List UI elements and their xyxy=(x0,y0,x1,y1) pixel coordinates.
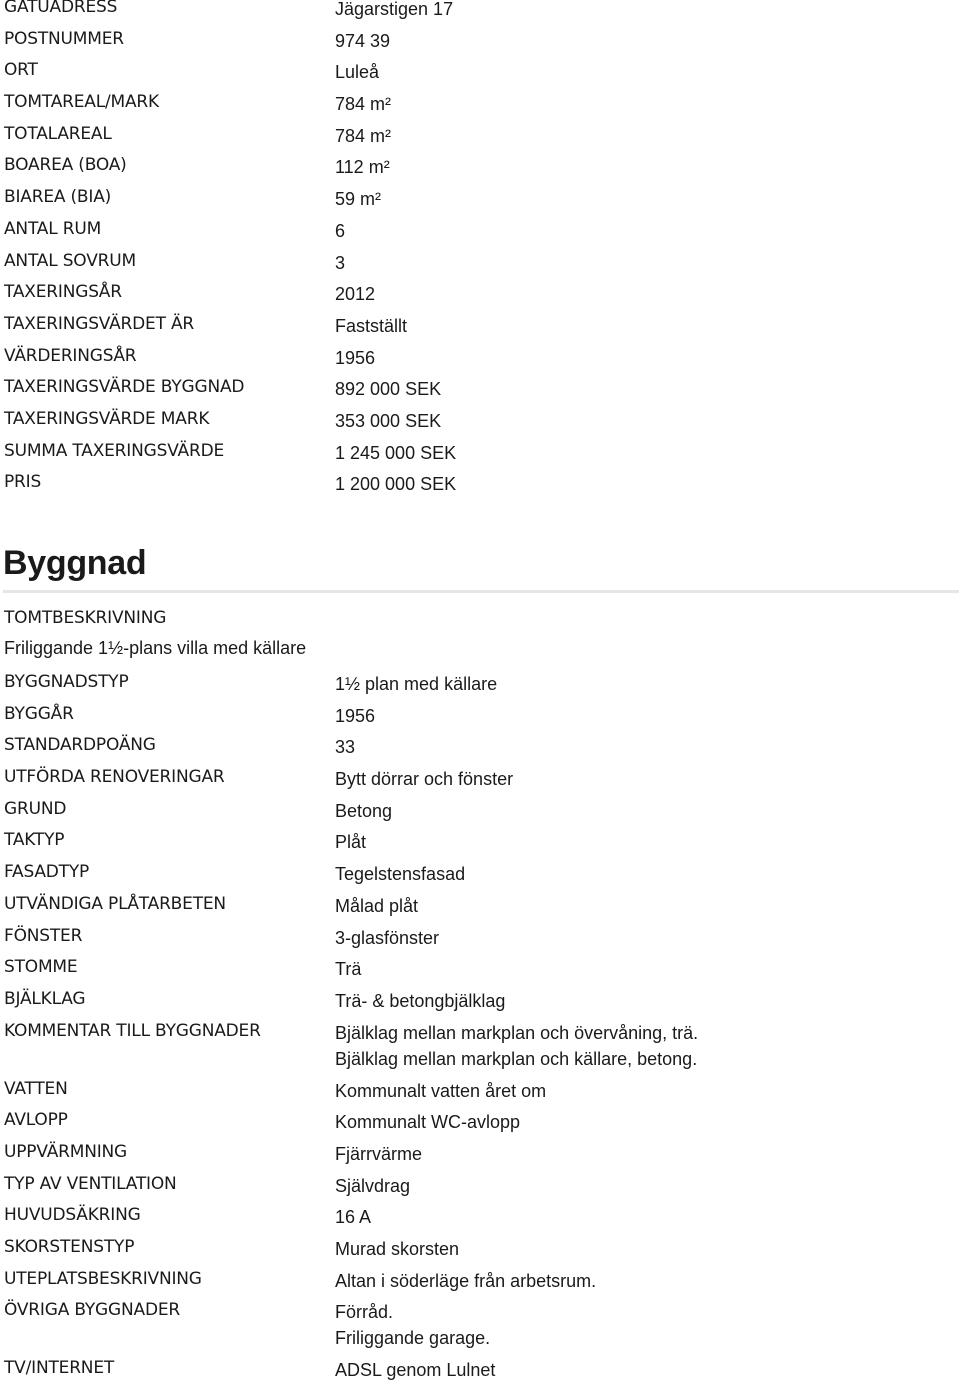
detail-label: UTFÖRDA RENOVERINGAR xyxy=(4,767,225,788)
detail-label: STOMME xyxy=(4,957,78,978)
detail-value xyxy=(335,1300,490,1352)
detail-value: Bytt dörrar och fönster xyxy=(335,769,514,790)
detail-row-living-area xyxy=(4,153,960,185)
detail-row-other-buildings xyxy=(4,1298,960,1356)
detail-value: 16 A xyxy=(335,1207,372,1228)
detail-label: TAXERINGSVÄRDET ÄR xyxy=(4,313,195,334)
detail-row-building-value xyxy=(4,375,960,407)
detail-value: 2012 xyxy=(335,284,376,305)
detail-row-chimney-type xyxy=(4,1235,960,1267)
detail-value: Plåt xyxy=(335,832,367,853)
detail-row-building-type xyxy=(4,670,960,702)
detail-label: TOMTAREAL/MARK xyxy=(4,92,159,113)
detail-value: 33 xyxy=(335,737,356,758)
detail-label: UTVÄNDIGA PLÅTARBETEN xyxy=(4,893,226,914)
property-details-table xyxy=(4,0,960,502)
detail-label: BOAREA (BOA) xyxy=(4,155,127,176)
detail-value: 6 xyxy=(335,220,346,241)
detail-label: FASADTYP xyxy=(4,862,90,883)
detail-value: 3-glasfönster xyxy=(335,927,440,948)
detail-value: 112 m² xyxy=(335,157,390,178)
detail-label: GRUND xyxy=(4,798,67,819)
detail-value: Fjärrvärme xyxy=(335,1143,423,1164)
detail-row-heating xyxy=(4,1140,960,1172)
plot-description-text: Friliggande 1½-plans villa med källare xyxy=(4,638,307,658)
detail-value: 1 200 000 SEK xyxy=(335,474,457,495)
detail-value: Målad plåt xyxy=(335,895,419,916)
detail-value: 1½ plan med källare xyxy=(335,674,498,694)
detail-label: ANTAL SOVRUM xyxy=(4,250,136,271)
detail-row-tv-internet xyxy=(4,1356,960,1388)
detail-label: TV/INTERNET xyxy=(4,1358,115,1379)
detail-label: KOMMENTAR TILL BYGGNADER xyxy=(4,1020,261,1041)
detail-row-room-count xyxy=(4,217,960,249)
detail-label: PRIS xyxy=(4,472,42,493)
detail-row-building-comment xyxy=(4,1019,960,1077)
detail-value: ADSL genom Lulnet xyxy=(335,1360,496,1381)
detail-row-standard-points xyxy=(4,733,960,765)
detail-label: UPPVÄRMNING xyxy=(4,1141,128,1162)
detail-value: 892 000 SEK xyxy=(335,379,442,400)
detail-label: ORT xyxy=(4,60,38,81)
detail-label: HUVUDSÄKRING xyxy=(4,1205,141,1226)
detail-label: ÖVRIGA BYGGNADER xyxy=(4,1300,180,1321)
detail-row-sewage xyxy=(4,1108,960,1140)
detail-value: 3 xyxy=(335,252,346,273)
detail-row-land-value xyxy=(4,407,960,439)
detail-value-line: Förråd. xyxy=(335,1302,394,1323)
detail-label: TAXERINGSÅR xyxy=(4,282,122,303)
detail-row-assessment-status xyxy=(4,312,960,344)
detail-value-line: Bjälklag mellan markplan och övervåning, trä. xyxy=(335,1022,699,1043)
detail-label: BJÄLKLAG xyxy=(4,988,86,1009)
detail-value: Luleå xyxy=(335,62,380,83)
detail-value-line: Friliggande garage. xyxy=(335,1328,491,1349)
detail-label: BIAREA (BIA) xyxy=(4,187,112,208)
detail-row-assessment-year xyxy=(4,280,960,312)
detail-value: 353 000 SEK xyxy=(335,410,442,431)
detail-value: Kommunalt vatten året om xyxy=(335,1080,547,1101)
detail-row-build-year xyxy=(4,702,960,734)
detail-value: 974 39 xyxy=(335,30,391,51)
detail-value: 1956 xyxy=(335,705,376,726)
detail-value xyxy=(335,1021,698,1073)
detail-value: Fastställt xyxy=(335,315,408,336)
detail-value: Jägarstigen 17 xyxy=(335,0,454,19)
detail-row-total-assessed-value xyxy=(4,439,960,471)
detail-label: SKORSTENSTYP xyxy=(4,1237,135,1257)
detail-row-price xyxy=(4,470,960,502)
detail-row-total-area xyxy=(4,122,960,154)
detail-label: GATUADRESS xyxy=(4,0,118,17)
detail-label: TOTALAREAL xyxy=(4,123,112,144)
detail-row-floor-structure xyxy=(4,987,960,1019)
plot-description-label: TOMTBESKRIVNING xyxy=(4,608,167,628)
detail-label: AVLOPP xyxy=(4,1110,68,1131)
detail-row-street-address xyxy=(4,0,960,27)
detail-value: 784 m² xyxy=(335,94,392,115)
detail-row-patio-description xyxy=(4,1267,960,1299)
plot-description xyxy=(4,606,960,660)
detail-value: Trä- & betongbjälklag xyxy=(335,990,506,1011)
detail-label: BYGGÅR xyxy=(4,703,74,724)
detail-value: Självdrag xyxy=(335,1175,411,1196)
detail-label: TAKTYP xyxy=(4,830,65,851)
detail-row-valuation-year xyxy=(4,344,960,376)
detail-row-water xyxy=(4,1077,960,1109)
detail-row-roof-type xyxy=(4,828,960,860)
detail-value: Betong xyxy=(335,800,393,821)
detail-value: 59 m² xyxy=(335,189,382,210)
detail-value: 1956 xyxy=(335,347,376,368)
detail-row-foundation xyxy=(4,797,960,829)
detail-label: VÄRDERINGSÅR xyxy=(4,345,137,366)
detail-row-exterior-sheet-metal xyxy=(4,892,960,924)
detail-row-bedroom-count xyxy=(4,249,960,281)
detail-row-main-fuse xyxy=(4,1203,960,1235)
detail-label: POSTNUMMER xyxy=(4,28,124,49)
detail-row-facade-type xyxy=(4,860,960,892)
detail-label: SUMMA TAXERINGSVÄRDE xyxy=(4,440,225,461)
detail-label: UTEPLATSBESKRIVNING xyxy=(4,1268,202,1289)
detail-label: FÖNSTER xyxy=(4,925,83,946)
detail-value-line: Bjälklag mellan markplan och källare, betong. xyxy=(335,1048,698,1069)
detail-label: TAXERINGSVÄRDE MARK xyxy=(4,408,210,429)
detail-label: BYGGNADSTYP xyxy=(4,672,129,692)
detail-row-ventilation xyxy=(4,1172,960,1204)
building-details-table xyxy=(4,670,960,1388)
detail-value: Trä xyxy=(335,959,362,980)
detail-row-renovations xyxy=(4,765,960,797)
detail-row-city xyxy=(4,58,960,90)
detail-row-windows xyxy=(4,924,960,956)
detail-value: Murad skorsten xyxy=(335,1239,460,1259)
detail-label: VATTEN xyxy=(4,1078,68,1099)
detail-value: 1 245 000 SEK xyxy=(335,442,457,463)
building-section-header xyxy=(3,538,959,593)
detail-value: 784 m² xyxy=(335,125,392,146)
detail-label: TAXERINGSVÄRDE BYGGNAD xyxy=(4,377,245,398)
section-title: Byggnad xyxy=(3,544,147,582)
detail-value: Tegelstensfasad xyxy=(335,864,466,885)
detail-label: TYP AV VENTILATION xyxy=(4,1173,177,1194)
detail-label: STANDARDPOÄNG xyxy=(4,735,156,756)
detail-label: ANTAL RUM xyxy=(4,218,102,239)
detail-row-frame xyxy=(4,955,960,987)
detail-value: Altan i söderläge från arbetsrum. xyxy=(335,1270,597,1291)
detail-row-secondary-area xyxy=(4,185,960,217)
detail-value: Kommunalt WC-avlopp xyxy=(335,1112,521,1133)
detail-row-plot-area xyxy=(4,90,960,122)
detail-row-postal-code xyxy=(4,27,960,59)
